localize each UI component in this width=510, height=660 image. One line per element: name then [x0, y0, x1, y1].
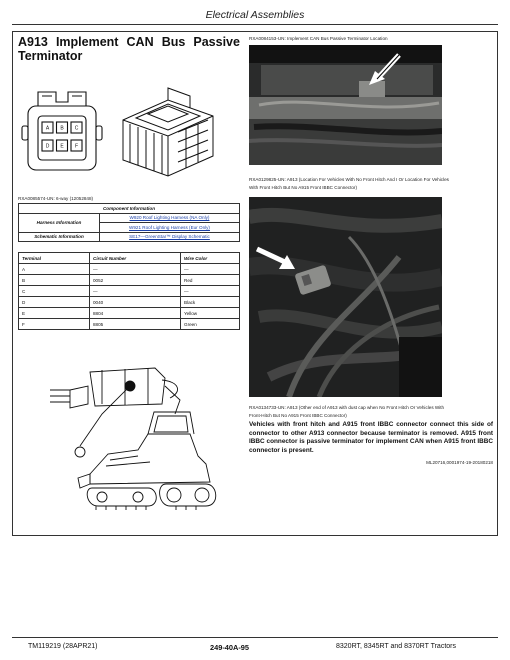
svg-text:A: A — [45, 125, 50, 132]
circuit-cell: 8805 — [90, 319, 181, 330]
photo-caption-mid-1: RXA0129825-UN: A913 (Location For Vehicles With No Front Hitch And I Or Location For Vehicles — [249, 177, 449, 182]
harness-label: Harness Information — [19, 213, 100, 232]
terminal-cell: F — [19, 319, 90, 330]
description-paragraph: Vehicles with front hitch and A915 front IBBC connector connect this side of connector to other A913 connector because terminator is removed. A915 front IBBC connector is passive terminator for implement CAN when A915 front IBBC connector is present. — [249, 421, 493, 454]
circuit-cell: — — [90, 264, 181, 275]
photo-a913-connector-image — [249, 197, 442, 397]
table-row — [19, 297, 240, 308]
connector-drawing — [18, 78, 240, 196]
terminal-cell: C — [19, 286, 90, 297]
terminal-cell: B — [19, 275, 90, 286]
photo-caption-top: RXA0084153-UN: Implement CAN Bus Passive Terminator Location — [249, 36, 388, 41]
terminal-cell: A — [19, 264, 90, 275]
title-line-2: Terminator — [18, 49, 83, 63]
color-cell: Yellow — [181, 308, 240, 319]
terminal-cell: D — [19, 297, 90, 308]
svg-text:B: B — [60, 125, 64, 132]
header-rule — [12, 24, 498, 25]
footer-page-number: 249-40A-95 — [210, 643, 250, 652]
column-header: Terminal — [19, 253, 90, 264]
schematic-link[interactable]: SE17—GreenStar™ Display Schematic — [100, 232, 240, 242]
circuit-cell: 8804 — [90, 308, 181, 319]
circuit-cell: — — [90, 286, 181, 297]
title-word: Implement — [55, 35, 119, 49]
footer-models: 8320RT, 8345RT and 8370RT Tractors — [336, 643, 456, 650]
terminal-cell: E — [19, 308, 90, 319]
table-row — [19, 308, 240, 319]
tractor-location-illustration — [30, 360, 225, 520]
wire-table — [18, 252, 240, 330]
column-header: Circuit Number — [90, 253, 181, 264]
table-row — [19, 264, 240, 275]
photo-terminator-location-image — [249, 45, 442, 165]
table-heading: Component Information — [19, 204, 240, 214]
color-cell: Black — [181, 297, 240, 308]
svg-text:F: F — [74, 143, 79, 150]
connector-iso-view — [123, 88, 213, 176]
svg-text:C: C — [74, 125, 79, 132]
column-header: Wire Color — [181, 253, 240, 264]
footer-rule — [12, 637, 498, 638]
photo-caption-bottom-2: Front-Hitch But No A915 Front IBBC Connector) — [249, 413, 347, 418]
title-word: Passive — [193, 35, 240, 49]
photo-terminator-location — [249, 45, 442, 165]
footer-doc-id: TM119219 (28APR21) — [28, 643, 98, 650]
photo-caption-mid-2: With Front Hitch But No A915 Front IBBC Connector) — [249, 185, 357, 190]
connector-caption: RXA0085574-UN: 6-way (12052848) — [18, 196, 94, 201]
harness-link-w920[interactable]: W920 Roof Lighting Harness (NA Only) — [100, 213, 240, 223]
page-title — [18, 35, 240, 63]
svg-text:E: E — [60, 143, 64, 150]
table-row — [19, 319, 240, 330]
title-word: CAN — [126, 35, 154, 49]
photo-caption-bottom-1: RXA0134733-UN: A913 (Other end of A913 with dust cap when No Front Hitch Or Vehicles With — [249, 405, 445, 410]
table-row — [19, 286, 240, 297]
component-information-table — [18, 203, 240, 242]
color-cell: — — [181, 264, 240, 275]
svg-text:D: D — [45, 143, 50, 150]
reference-tag: ML20716,0001974-19-20180218 — [426, 460, 493, 465]
title-word: Bus — [161, 35, 186, 49]
harness-link-w921[interactable]: W921 Roof Lighting Harness (Eur Only) — [100, 223, 240, 233]
circuit-cell: 0052 — [90, 275, 181, 286]
title-word: A913 — [18, 35, 48, 49]
color-cell: Green — [181, 319, 240, 330]
color-cell: — — [181, 286, 240, 297]
section-header-title: Electrical Assemblies — [205, 9, 305, 21]
photo-a913-connector — [249, 197, 442, 397]
color-cell: Red — [181, 275, 240, 286]
schematic-label: Schematic Information — [19, 232, 100, 242]
table-row — [19, 275, 240, 286]
circuit-cell: 0040 — [90, 297, 181, 308]
